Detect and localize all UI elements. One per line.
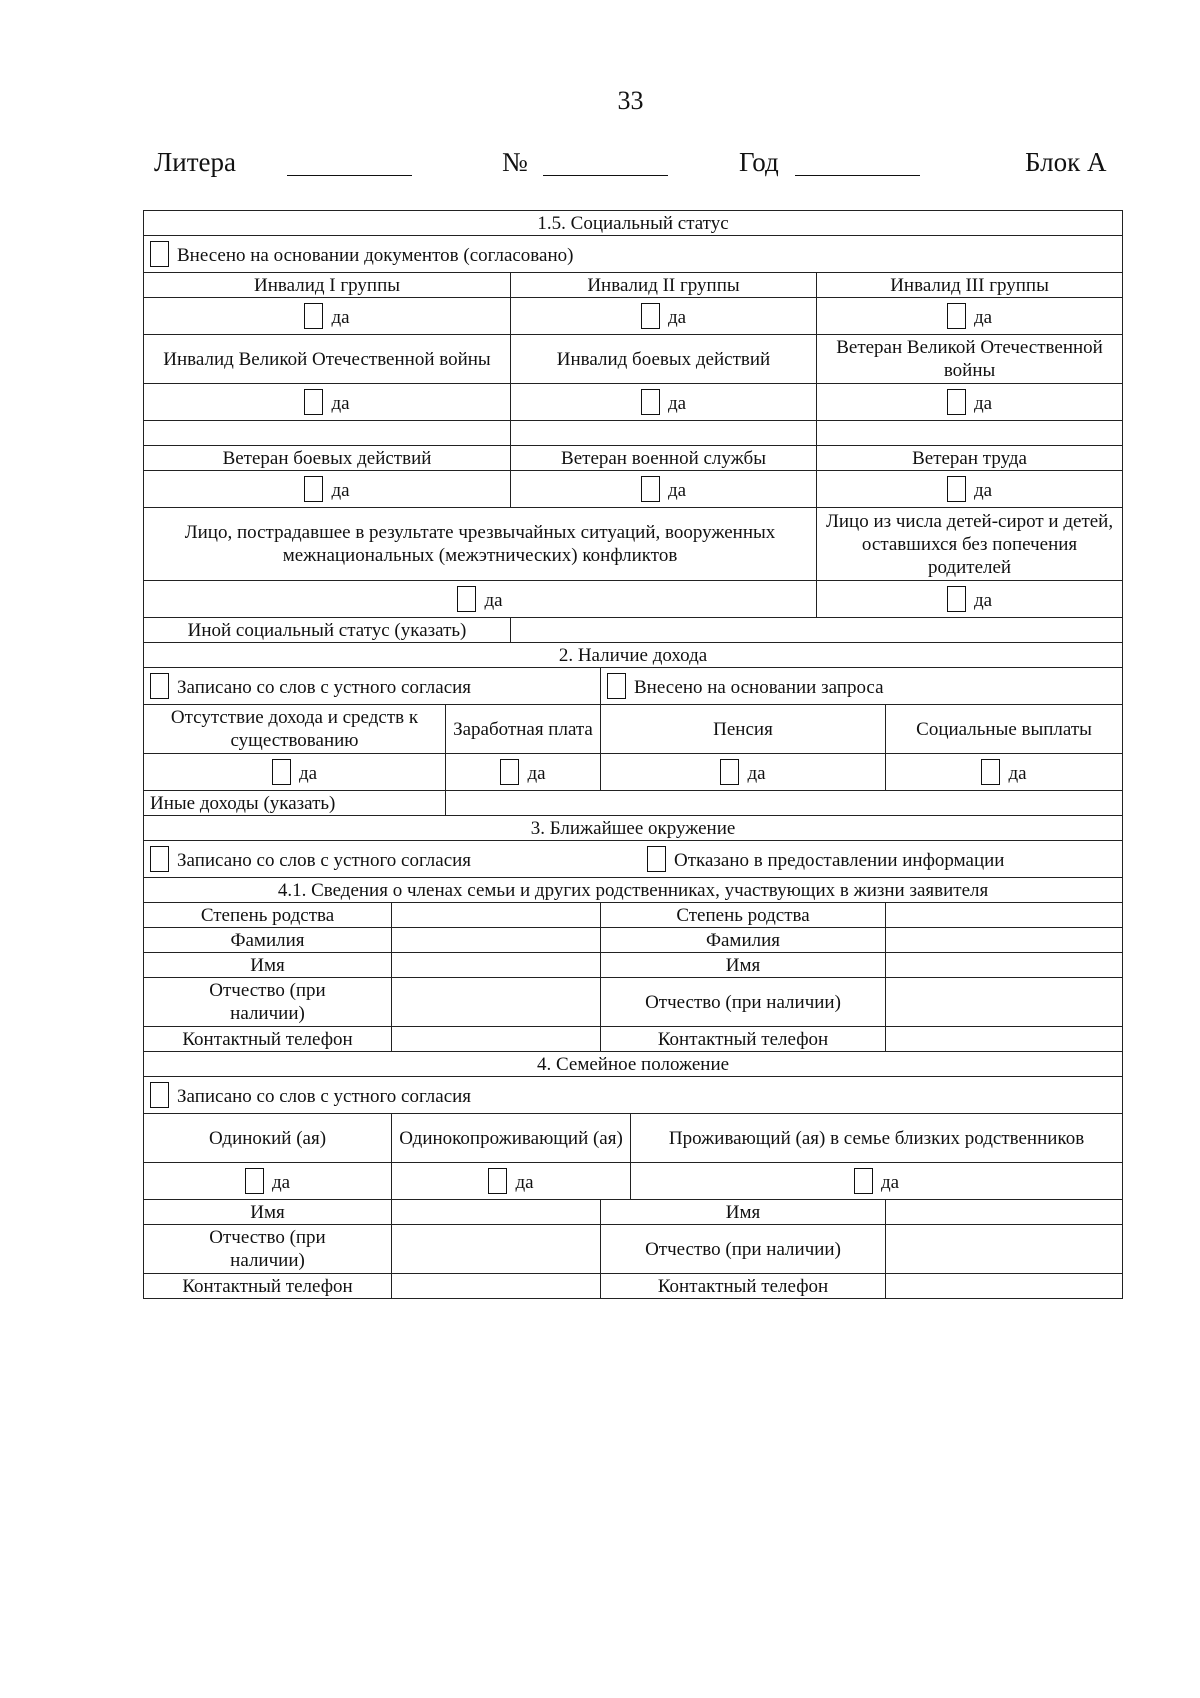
yes-cell: да (144, 384, 511, 421)
living-with-relatives-checkbox[interactable] (854, 1168, 873, 1194)
label-other-status: Иной социальный статус (указать) (144, 618, 511, 643)
yes-cell: да (511, 384, 817, 421)
label-no-income: Отсутствие дохода и средств к существованию (144, 705, 446, 754)
label-single: Одинокий (ая) (144, 1114, 392, 1163)
marital-patronymic-field-1[interactable] (392, 1225, 601, 1274)
first-name-field-2[interactable] (886, 953, 1123, 978)
section-title-family-members: 4.1. Сведения о членах семьи и других родственниках, участвующих в жизни заявителя (144, 878, 1123, 903)
label-patronymic: Отчество (при наличии) (601, 1225, 886, 1274)
label-first-name: Имя (601, 1200, 886, 1225)
yes-cell: да (601, 754, 886, 791)
blank-cell (511, 421, 817, 446)
relationship-field-2[interactable] (886, 903, 1123, 928)
marital-first-name-field-2[interactable] (886, 1200, 1123, 1225)
other-income-field[interactable] (446, 791, 1123, 816)
label-salary: Заработная плата (446, 705, 601, 754)
blank-cell (817, 421, 1123, 446)
marital-status-source: Записано со слов с устного согласия (144, 1077, 1123, 1114)
label-disabled-2: Инвалид II группы (511, 273, 817, 298)
label-emergency-victim: Лицо, пострадавшее в результате чрезвычайных ситуаций, вооруженных межнациональных (межэтнических) конфликтов (144, 508, 817, 581)
yes-cell: да (511, 471, 817, 508)
yes-cell: да (144, 298, 511, 335)
label-wwii-veteran: Ветеран Великой Отечественной войны (817, 335, 1123, 384)
block-label: Блок А (1025, 147, 1107, 177)
label-social-payments: Социальные выплаты (886, 705, 1123, 754)
social-status-source: Внесено на основании документов (согласовано) (144, 236, 1123, 273)
label-surname: Фамилия (601, 928, 886, 953)
yes-cell: да (511, 298, 817, 335)
label-other-income: Иные доходы (указать) (144, 791, 446, 816)
no-income-checkbox[interactable] (272, 759, 291, 785)
emergency-victim-checkbox[interactable] (457, 586, 476, 612)
environment-oral-checkbox[interactable] (150, 846, 169, 872)
disabled-3-checkbox[interactable] (947, 303, 966, 329)
yes-cell: да (392, 1163, 631, 1200)
section-title-income: 2. Наличие дохода (144, 643, 1123, 668)
yes-cell: да (144, 581, 817, 618)
label-phone: Контактный телефон (601, 1274, 886, 1299)
label-first-name: Имя (144, 953, 392, 978)
yes-cell: да (144, 1163, 392, 1200)
phone-field-1[interactable] (392, 1027, 601, 1052)
surname-field-2[interactable] (886, 928, 1123, 953)
number-label: № (502, 147, 528, 177)
relationship-field-1[interactable] (392, 903, 601, 928)
label-living-with-relatives: Проживающий (ая) в семье близких родственников (631, 1114, 1123, 1163)
label-phone: Контактный телефон (144, 1274, 392, 1299)
combat-veteran-checkbox[interactable] (304, 476, 323, 502)
label-combat-veteran: Ветеран боевых действий (144, 446, 511, 471)
section-title-environment: 3. Ближайшее окружение (144, 816, 1123, 841)
year-field[interactable] (795, 175, 920, 176)
wwii-veteran-checkbox[interactable] (947, 389, 966, 415)
marital-patronymic-field-2[interactable] (886, 1225, 1123, 1274)
documents-checkbox[interactable] (150, 241, 169, 267)
document-header (154, 145, 1112, 185)
label-first-name: Имя (144, 1200, 392, 1225)
wwii-disabled-checkbox[interactable] (304, 389, 323, 415)
marital-first-name-field-1[interactable] (392, 1200, 601, 1225)
disabled-2-checkbox[interactable] (641, 303, 660, 329)
yes-cell: да (144, 754, 446, 791)
litera-field[interactable] (287, 175, 412, 176)
military-veteran-checkbox[interactable] (641, 476, 660, 502)
yes-cell: да (817, 581, 1123, 618)
living-alone-checkbox[interactable] (488, 1168, 507, 1194)
yes-cell: да (817, 298, 1123, 335)
phone-field-2[interactable] (886, 1027, 1123, 1052)
income-request-checkbox[interactable] (607, 673, 626, 699)
yes-cell: да (144, 471, 511, 508)
label-patronymic: Отчество (при наличии) (601, 978, 886, 1027)
label-pension: Пенсия (601, 705, 886, 754)
yes-cell: да (631, 1163, 1123, 1200)
label-patronymic: Отчество (при наличии) (144, 1225, 392, 1274)
yes-cell: да (817, 384, 1123, 421)
label-relationship: Степень родства (144, 903, 392, 928)
label-relationship: Степень родства (601, 903, 886, 928)
combat-disabled-checkbox[interactable] (641, 389, 660, 415)
single-checkbox[interactable] (245, 1168, 264, 1194)
pension-checkbox[interactable] (720, 759, 739, 785)
yes-cell: да (817, 471, 1123, 508)
salary-checkbox[interactable] (500, 759, 519, 785)
label-orphan: Лицо из числа детей-сирот и детей, оставшихся без попечения родителей (817, 508, 1123, 581)
environment-options: Записано со слов с устного согласия Отказано в предоставлении информации (144, 841, 1123, 878)
label-phone: Контактный телефон (144, 1027, 392, 1052)
label-living-alone: Одинокопроживающий (ая) (392, 1114, 631, 1163)
label-labor-veteran: Ветеран труда (817, 446, 1123, 471)
number-field[interactable] (543, 175, 668, 176)
label-military-veteran: Ветеран военной службы (511, 446, 817, 471)
patronymic-field-1[interactable] (392, 978, 601, 1027)
social-form-table (143, 210, 1123, 1299)
year-label: Год (739, 147, 779, 177)
label-first-name: Имя (601, 953, 886, 978)
income-source-request: Внесено на основании запроса (601, 668, 1123, 705)
label-surname: Фамилия (144, 928, 392, 953)
label-combat-disabled: Инвалид боевых действий (511, 335, 817, 384)
other-status-field[interactable] (511, 618, 1123, 643)
income-oral-checkbox[interactable] (150, 673, 169, 699)
environment-refused-checkbox[interactable] (647, 846, 666, 872)
yes-cell: да (446, 754, 601, 791)
label-disabled-3: Инвалид III группы (817, 273, 1123, 298)
section-title-social-status: 1.5. Социальный статус (144, 211, 1123, 236)
yes-cell: да (886, 754, 1123, 791)
labor-veteran-checkbox[interactable] (947, 476, 966, 502)
label-wwii-disabled: Инвалид Великой Отечественной войны (144, 335, 511, 384)
patronymic-field-2[interactable] (886, 978, 1123, 1027)
disabled-1-checkbox[interactable] (304, 303, 323, 329)
blank-cell (144, 421, 511, 446)
page-number: 33 (617, 86, 644, 115)
label-disabled-1: Инвалид I группы (144, 273, 511, 298)
marital-oral-checkbox[interactable] (150, 1082, 169, 1108)
label-patronymic: Отчество (при наличии) (144, 978, 392, 1027)
first-name-field-1[interactable] (392, 953, 601, 978)
income-source-oral: Записано со слов с устного согласия (144, 668, 601, 705)
marital-phone-field-2[interactable] (886, 1274, 1123, 1299)
social-payments-checkbox[interactable] (981, 759, 1000, 785)
section-title-marital-status: 4. Семейное положение (144, 1052, 1123, 1077)
litera-label: Литера (154, 147, 237, 177)
orphan-checkbox[interactable] (947, 586, 966, 612)
label-phone: Контактный телефон (601, 1027, 886, 1052)
marital-phone-field-1[interactable] (392, 1274, 601, 1299)
surname-field-1[interactable] (392, 928, 601, 953)
